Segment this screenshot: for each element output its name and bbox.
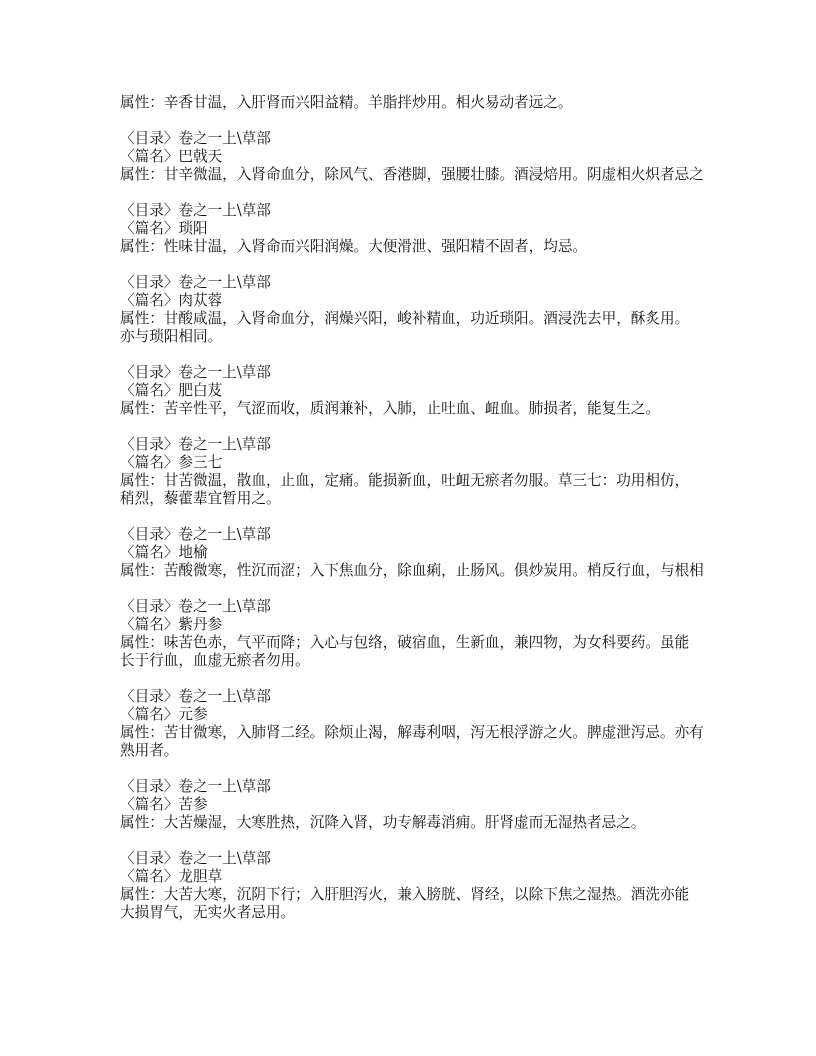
- catalog-line: 〈目录〉卷之一上\草部: [120, 778, 271, 795]
- herb-entry: [120, 94, 720, 112]
- entry-title: 〈篇名〉龙胆草: [120, 868, 223, 885]
- attribute-line: 属性：苦辛性平，气涩而收，质润兼补，入肺，止吐血、衄血。肺损者，能复生之。: [120, 400, 660, 417]
- attribute-line: 属性：甘酸咸温，入肾命血分，润燥兴阳，峻补精血，功近琐阳。酒浸洗去甲，酥炙用。: [120, 310, 690, 327]
- attribute-line: 属性：味苦色赤，气平而降；入心与包络，破宿血，生新血，兼四物，为女科要药。虽能: [120, 634, 690, 651]
- catalog-line: 〈目录〉卷之一上\草部: [120, 526, 271, 543]
- entry-title: 〈篇名〉肉苁蓉: [120, 292, 223, 309]
- entry-title: 〈篇名〉地榆: [120, 544, 208, 561]
- attribute-line: 属性：苦甘微寒，入肺肾二经。除烦止渴，解毒利咽，泻无根浮游之火。脾虚泄泻忌。亦有: [120, 724, 704, 741]
- herb-entry: [120, 778, 720, 832]
- herb-entry: [120, 526, 720, 580]
- attribute-line: 属性：甘辛微温，入肾命血分，除风气、香港脚，强腰壮膝。酒浸焙用。阴虚相火炽者忌之: [120, 166, 704, 183]
- herb-entry: [120, 598, 720, 670]
- catalog-line: 〈目录〉卷之一上\草部: [120, 436, 271, 453]
- herb-entry: [120, 850, 720, 922]
- herb-entry: [120, 436, 720, 508]
- attribute-line: 稍烈，藜藿辈宜暂用之。: [120, 490, 281, 507]
- entry-title: 〈篇名〉巴戟天: [120, 148, 223, 165]
- attribute-line: 属性：甘苦微温，散血，止血，定痛。能损新血，吐衄无瘀者勿服。草三七：功用相仿，: [120, 472, 690, 489]
- attribute-line: 长于行血，血虚无瘀者勿用。: [120, 652, 310, 669]
- attribute-line: 属性：性味甘温，入肾命而兴阳润燥。大便滑泄、强阳精不固者，均忌。: [120, 238, 588, 255]
- herb-entry: [120, 274, 720, 346]
- herb-entry: [120, 688, 720, 760]
- catalog-line: 〈目录〉卷之一上\草部: [120, 688, 271, 705]
- attribute-line: 大损胃气，无实火者忌用。: [120, 904, 296, 921]
- entry-title: 〈篇名〉参三七: [120, 454, 223, 471]
- attribute-line: 属性：苦酸微寒，性沉而涩；入下焦血分，除血痢，止肠风。俱炒炭用。梢反行血，与根相: [120, 562, 704, 579]
- catalog-line: 〈目录〉卷之一上\草部: [120, 598, 271, 615]
- entry-title: 〈篇名〉紫丹参: [120, 616, 223, 633]
- herb-entry: [120, 130, 720, 184]
- entry-title: 〈篇名〉元参: [120, 706, 208, 723]
- herb-entry: [120, 202, 720, 256]
- catalog-line: 〈目录〉卷之一上\草部: [120, 202, 271, 219]
- herb-entry: [120, 364, 720, 418]
- entry-title: 〈篇名〉肥白芨: [120, 382, 223, 399]
- attribute-line: 熟用者。: [120, 742, 179, 759]
- catalog-line: 〈目录〉卷之一上\草部: [120, 364, 271, 381]
- entry-title: 〈篇名〉苦参: [120, 796, 208, 813]
- catalog-line: 〈目录〉卷之一上\草部: [120, 274, 271, 291]
- catalog-line: 〈目录〉卷之一上\草部: [120, 850, 271, 867]
- catalog-line: 〈目录〉卷之一上\草部: [120, 130, 271, 147]
- attribute-line: 属性：大苦燥湿，大寒胜热，沉降入肾，功专解毒消痈。肝肾虚而无湿热者忌之。: [120, 814, 646, 831]
- entry-title: 〈篇名〉琐阳: [120, 220, 208, 237]
- attribute-line: 属性：大苦大寒，沉阴下行；入肝胆泻火，兼入膀胱、肾经，以除下焦之湿热。酒洗亦能: [120, 886, 690, 903]
- document-page: [120, 94, 720, 940]
- attribute-line: 属性：辛香甘温，入肝肾而兴阳益精。羊脂拌炒用。相火易动者远之。: [120, 94, 573, 111]
- attribute-line: 亦与琐阳相同。: [120, 328, 223, 345]
